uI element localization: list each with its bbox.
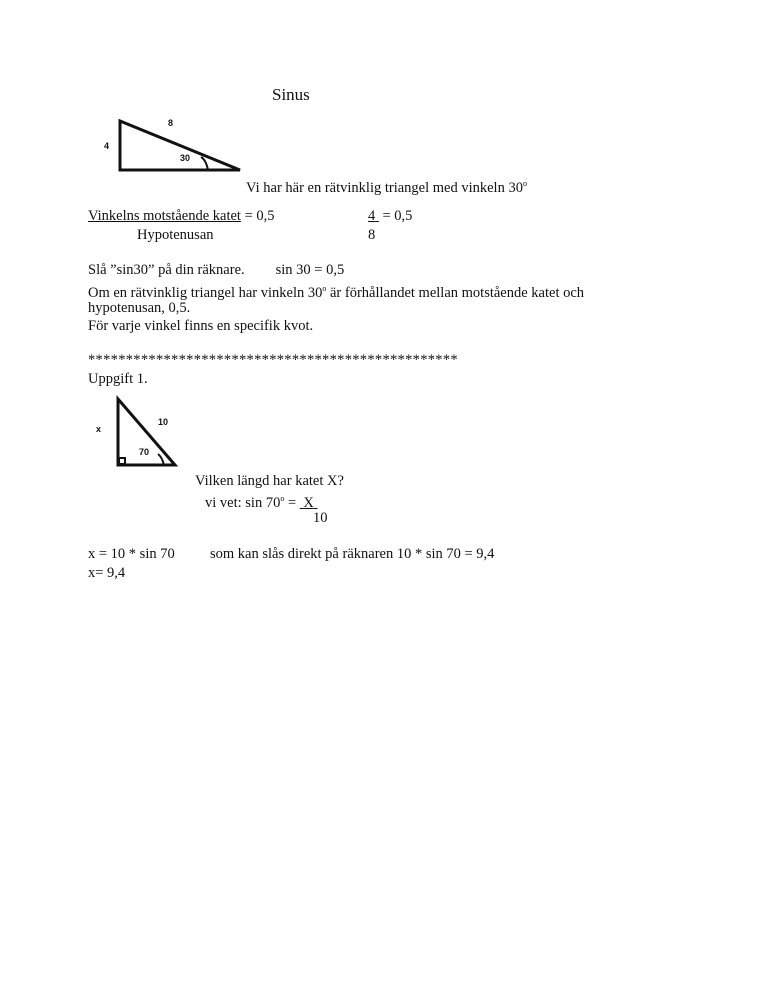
fraction-denominator: 8 bbox=[368, 227, 376, 243]
solution-line-2: x= 9,4 bbox=[88, 565, 126, 581]
para-line-1 bbox=[88, 262, 344, 278]
triangle-2-right-angle bbox=[119, 458, 125, 464]
known-numerator: X bbox=[303, 495, 314, 511]
triangle-figure-2 bbox=[92, 393, 202, 471]
calc-result: sin 30 = 0,5 bbox=[275, 262, 345, 278]
triangle-1-angle-label: 30 bbox=[180, 153, 191, 163]
solution-explanation: som kan slås direkt på räknaren 10 * sin 70 = 9,4 bbox=[210, 546, 495, 562]
task-heading: Uppgift 1. bbox=[88, 371, 148, 387]
triangle-figure-1 bbox=[98, 113, 248, 183]
solution-line-1: x = 10 * sin 70 bbox=[88, 546, 175, 562]
triangle-2-side-label: x bbox=[96, 424, 102, 434]
ratio-numerator bbox=[88, 208, 275, 224]
fraction-num-value: 4 bbox=[368, 208, 376, 224]
ratio-denominator: Hypotenusan bbox=[137, 227, 214, 243]
task-question: Vilken längd har katet X? bbox=[195, 473, 344, 489]
page-title: Sinus bbox=[272, 85, 310, 104]
intro-text bbox=[246, 176, 527, 196]
triangle-1-hyp-label: 8 bbox=[168, 118, 174, 128]
para-line-4: För varje vinkel finns en specifik kvot. bbox=[88, 318, 314, 334]
known-denominator: 10 bbox=[313, 510, 328, 526]
triangle-1-side-label: 4 bbox=[104, 141, 110, 151]
para-line-2: Om en rätvinklig triangel har vinkeln 30$^o$ är förhållandet mellan motstående katet och bbox=[88, 284, 585, 301]
ratio-equals: = 0,5 bbox=[240, 208, 275, 224]
triangle-2-angle-label: 70 bbox=[139, 447, 150, 457]
fraction-numerator bbox=[368, 208, 412, 224]
fraction-equals: = 0,5 bbox=[378, 208, 413, 224]
intro-sentence: Vi har här en rätvinklig triangel med vinkeln 30 bbox=[246, 180, 523, 196]
degree-sign: o bbox=[280, 494, 285, 503]
para-line-3: hypotenusan, 0,5. bbox=[88, 300, 191, 316]
degree-sign: o bbox=[522, 179, 527, 188]
known-equation: vi vet: $\sin 70^o = X$ bbox=[205, 494, 314, 511]
separator: ************************************************* bbox=[88, 352, 458, 368]
triangle-2-angle-arc bbox=[158, 454, 164, 465]
triangle-2-hyp-label: 10 bbox=[158, 417, 169, 427]
ratio-numerator-text: Vinkelns motstående katet bbox=[88, 208, 241, 224]
degree-sign: o bbox=[322, 284, 327, 293]
triangle-1-angle-arc bbox=[201, 157, 208, 170]
calc-instruction: Slå ”sin30” på din räknare. bbox=[88, 262, 245, 278]
